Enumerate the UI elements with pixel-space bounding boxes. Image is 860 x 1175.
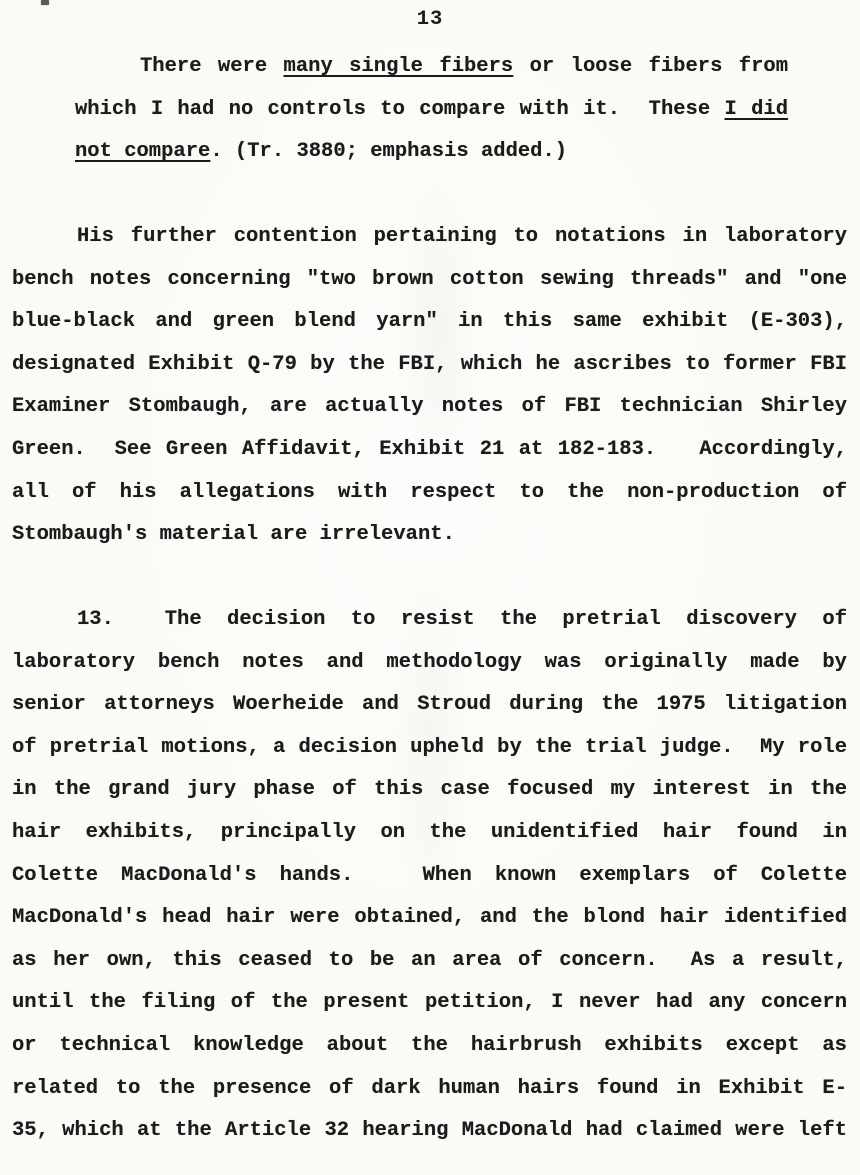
text-segment: Green. See Green Affidavit, Exhibit 21 at 182-183. Accordingly, — [12, 437, 847, 461]
text-segment: . (Tr. 3880; emphasis added.) — [210, 140, 568, 164]
text-segment: which I had no controls to compare with it. These — [75, 97, 725, 121]
underlined-text: not compare — [75, 140, 211, 164]
text-segment: designated Exhibit Q-79 by the FBI, which he ascribes to former FBI — [12, 352, 847, 376]
text-line — [12, 216, 847, 259]
text-line — [12, 1068, 847, 1111]
text-line — [12, 982, 847, 1025]
text-segment: 35, which at the Article 32 hearing MacDonald had claimed were left — [12, 1119, 847, 1143]
text-line — [12, 940, 847, 983]
text-line — [12, 429, 847, 472]
text-line — [12, 1025, 847, 1068]
paragraph-stombaugh-notes — [12, 216, 847, 557]
text-segment: Colette MacDonald's hands. When known exemplars of Colette — [12, 863, 847, 887]
text-line — [12, 599, 847, 642]
text-segment: Examiner Stombaugh, are actually notes of FBI technician Shirley — [12, 395, 847, 419]
paragraph-13-decision — [12, 599, 847, 1153]
text-segment: hair exhibits, principally on the unidentified hair found in — [12, 820, 847, 844]
text-segment: or technical knowledge about the hairbrush exhibits except as — [12, 1033, 847, 1057]
text-segment: His further contention pertaining to notations in laboratory — [77, 225, 847, 248]
text-segment: blue-black and green blend yarn" in this same exhibit (E-303), — [12, 310, 847, 334]
text-segment: or loose fibers from — [513, 55, 789, 78]
text-line — [12, 897, 847, 940]
text-segment: MacDonald's head hair were obtained, and the blond hair identified — [12, 906, 847, 930]
text-segment: related to the presence of dark human hairs found in Exhibit E- — [12, 1076, 847, 1100]
text-line — [75, 46, 788, 89]
text-line — [12, 727, 847, 770]
text-line — [12, 259, 847, 302]
text-line — [12, 386, 847, 429]
text-segment: 13. The decision to resist the pretrial discovery of — [77, 608, 847, 631]
text-line — [12, 642, 847, 685]
text-line — [12, 472, 847, 515]
blockquote-testimony — [75, 46, 788, 174]
text-segment: as her own, this ceased to be an area of concern. As a result, — [12, 948, 847, 972]
page-number: 13 — [416, 8, 444, 31]
text-line — [75, 131, 788, 174]
text-segment: senior attorneys Woerheide and Stroud during the 1975 litigation — [12, 693, 847, 717]
text-line — [12, 684, 847, 727]
text-segment: until the filing of the present petition, I never had any concern — [12, 991, 847, 1015]
text-line — [12, 855, 847, 898]
text-segment: all of his allegations with respect to the non-production of — [12, 480, 847, 504]
text-line — [12, 301, 847, 344]
text-segment: laboratory bench notes and methodology was originally made by — [12, 650, 847, 674]
text-segment: in the grand jury phase of this case focused my interest in the — [12, 778, 847, 802]
text-line — [12, 344, 847, 387]
text-segment: of pretrial motions, a decision upheld by the trial judge. My role — [12, 735, 847, 759]
text-segment: There were — [140, 55, 284, 78]
underlined-text: I did — [724, 97, 789, 121]
text-line — [12, 769, 847, 812]
text-segment: bench notes concerning "two brown cotton sewing threads" and "one — [12, 267, 847, 291]
text-segment: Stombaugh's material are irrelevant. — [12, 523, 455, 547]
underlined-text: many single fibers — [283, 55, 514, 78]
ink-speck-artifact — [41, 0, 49, 5]
text-line — [75, 89, 788, 132]
text-line — [12, 812, 847, 855]
text-line — [12, 1110, 847, 1153]
text-line — [12, 514, 847, 557]
